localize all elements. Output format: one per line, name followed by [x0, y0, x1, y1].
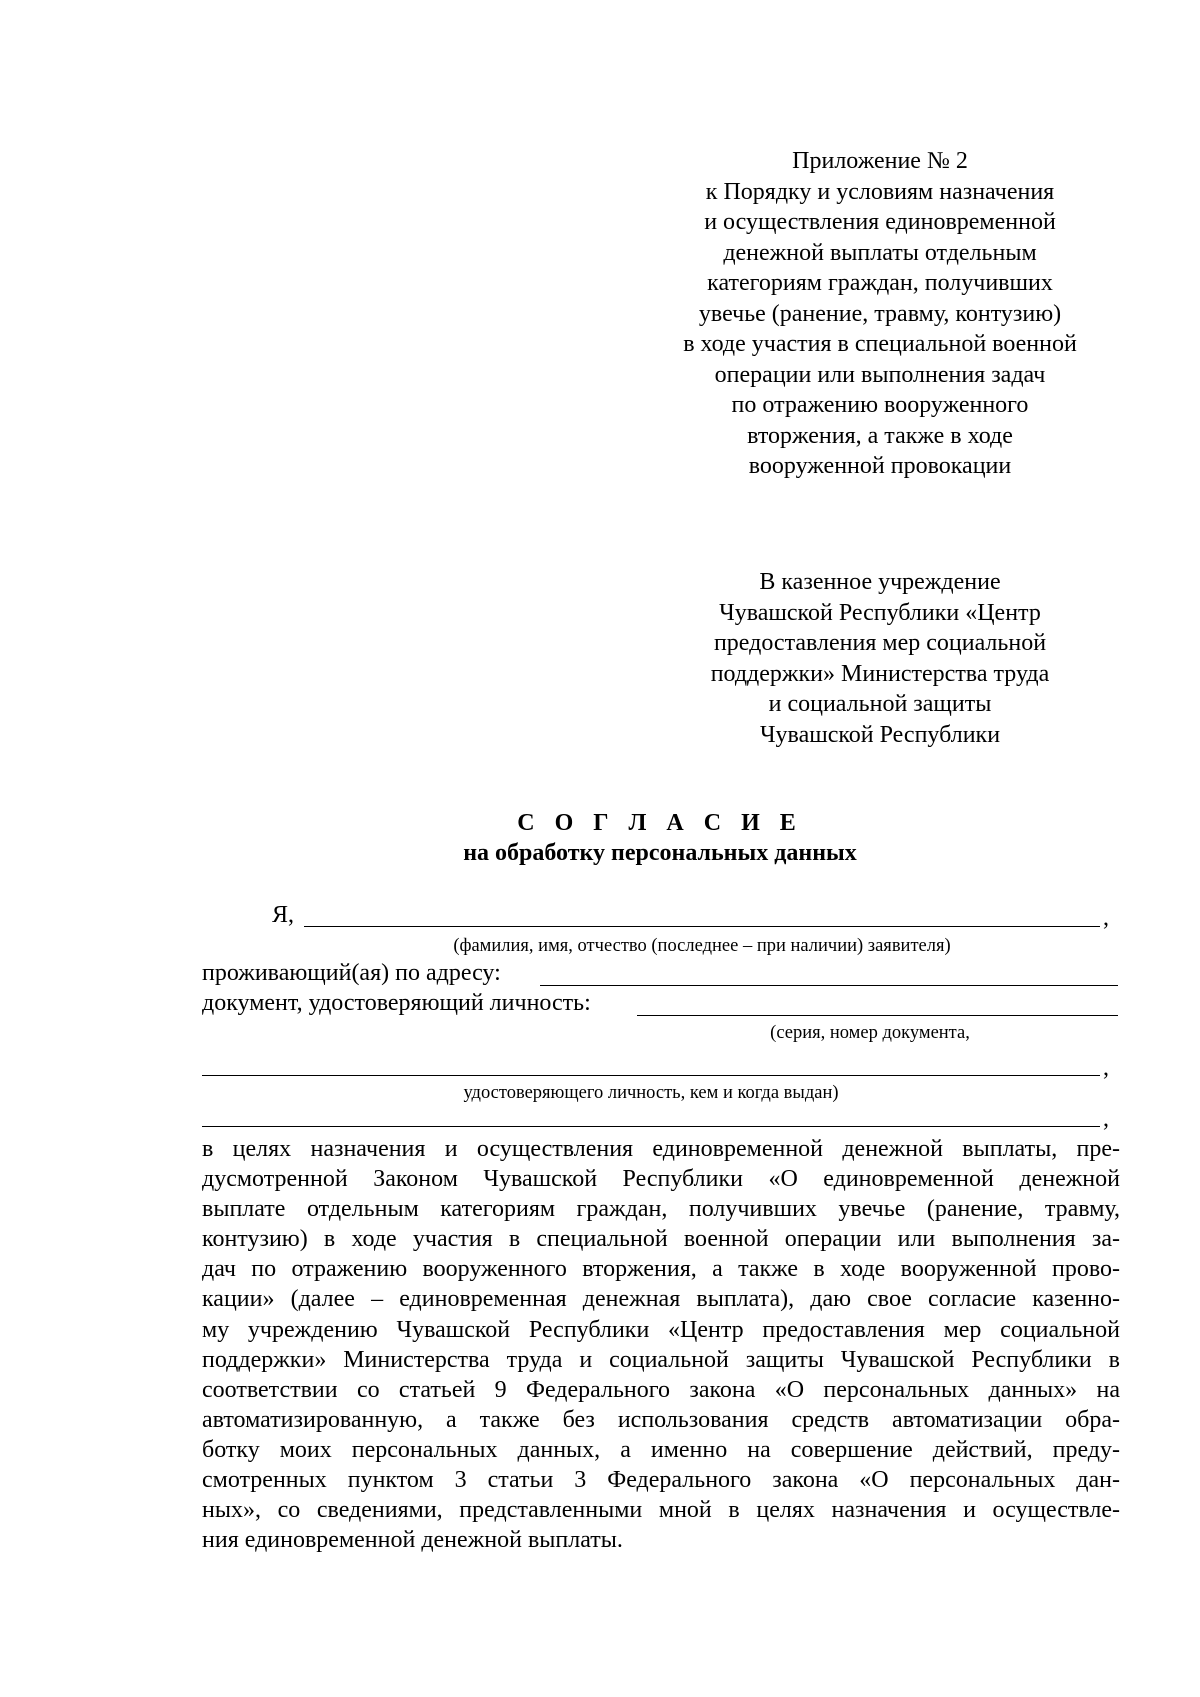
paragraph-line: выплате отдельным категориям граждан, получивших увечье (ранение, травму,	[202, 1196, 1120, 1223]
annex-line: категориям граждан, получивших	[707, 270, 1053, 296]
annex-line: Приложение № 2	[792, 148, 968, 174]
paragraph-line: ния единовременной денежной выплаты.	[202, 1527, 623, 1554]
addressee-line: поддержки» Министерства труда	[710, 660, 1050, 687]
paragraph-line: поддержки» Министерства труда и социальной защиты Чувашской Республики в	[202, 1346, 1120, 1373]
document-label: документ, удостоверяющий личность:	[202, 990, 591, 1016]
document-title	[200, 808, 1120, 868]
annex-line: увечье (ранение, травму, контузию)	[698, 300, 1062, 327]
paragraph-line: автоматизированную, а также без использования средств автоматизации обра-	[202, 1406, 1120, 1433]
address-field[interactable]	[540, 985, 1118, 986]
title-subtitle: на обработку персональных данных	[463, 840, 857, 866]
annex-line: операции или выполнения задач	[714, 361, 1046, 388]
document-field[interactable]	[637, 1015, 1118, 1016]
paragraph-line: контузию) в ходе участия в специальной военной операции или выполнения за-	[202, 1226, 1120, 1253]
annex-block	[640, 146, 1120, 482]
paragraph-line: му учреждению Чувашской Республики «Центр предоставления мер социальной	[202, 1316, 1120, 1343]
paragraph-line: ботку моих персональных данных, а именно на совершение действий, преду-	[202, 1436, 1120, 1463]
annex-line: денежной выплаты отдельным	[723, 239, 1037, 266]
paragraph-line: дусмотренной Законом Чувашской Республики «О единовременной денежной	[202, 1166, 1120, 1193]
document-comma-2: ,	[1103, 1106, 1109, 1132]
document-field-extra[interactable]	[202, 1126, 1100, 1127]
document-hint-2: удостоверяющего личность, кем и когда выдан)	[463, 1083, 839, 1103]
annex-line: к Порядку и условиям назначения	[705, 178, 1055, 205]
consent-paragraph	[202, 1134, 1120, 1555]
address-label: проживающий(ая) по адресу:	[202, 960, 501, 986]
paragraph-line: смотренных пунктом 3 статьи 3 Федерального закона «О персональных дан-	[202, 1467, 1120, 1494]
paragraph-line: ных», со сведениями, представленными мной в целях назначения и осуществле-	[202, 1497, 1120, 1524]
annex-line: по отражению вооруженного	[731, 392, 1029, 418]
fio-field[interactable]	[304, 926, 1100, 927]
annex-line: вооруженной провокации	[748, 453, 1012, 479]
annex-line: и осуществления единовременной	[704, 209, 1056, 235]
addressee-line: Чувашской Республики «Центр	[719, 599, 1041, 626]
annex-line: в ходе участия в специальной военной	[683, 331, 1077, 357]
document-comma-1: ,	[1103, 1055, 1109, 1081]
addressee-block	[640, 567, 1120, 750]
document-hint-1: (серия, номер документа,	[770, 1023, 970, 1043]
paragraph-line: кации» (далее – единовременная денежная выплата), даю свое согласие казенно-	[202, 1286, 1120, 1313]
addressee-line: Чувашской Республики	[759, 721, 1001, 748]
i-label: Я,	[272, 902, 295, 928]
addressee-line: предоставления мер социальной	[713, 630, 1047, 656]
annex-line: вторжения, а также в ходе	[747, 422, 1013, 449]
document-field-continued[interactable]	[202, 1075, 1100, 1076]
fio-comma: ,	[1103, 905, 1109, 931]
paragraph-line: дач по отражению вооруженного вторжения, а также в ходе вооруженной прово-	[202, 1256, 1120, 1283]
fio-hint: (фамилия, имя, отчество (последнее – при наличии) заявителя)	[453, 936, 951, 956]
title-main: С О Г Л А С И Е	[517, 810, 803, 836]
addressee-line: В казенное учреждение	[759, 569, 1001, 595]
addressee-line: и социальной защиты	[768, 691, 992, 717]
paragraph-line: соответствии со статьей 9 Федерального закона «О персональных данных» на	[202, 1376, 1120, 1403]
paragraph-line: в целях назначения и осуществления единовременной денежной выплаты, пре-	[202, 1136, 1120, 1162]
